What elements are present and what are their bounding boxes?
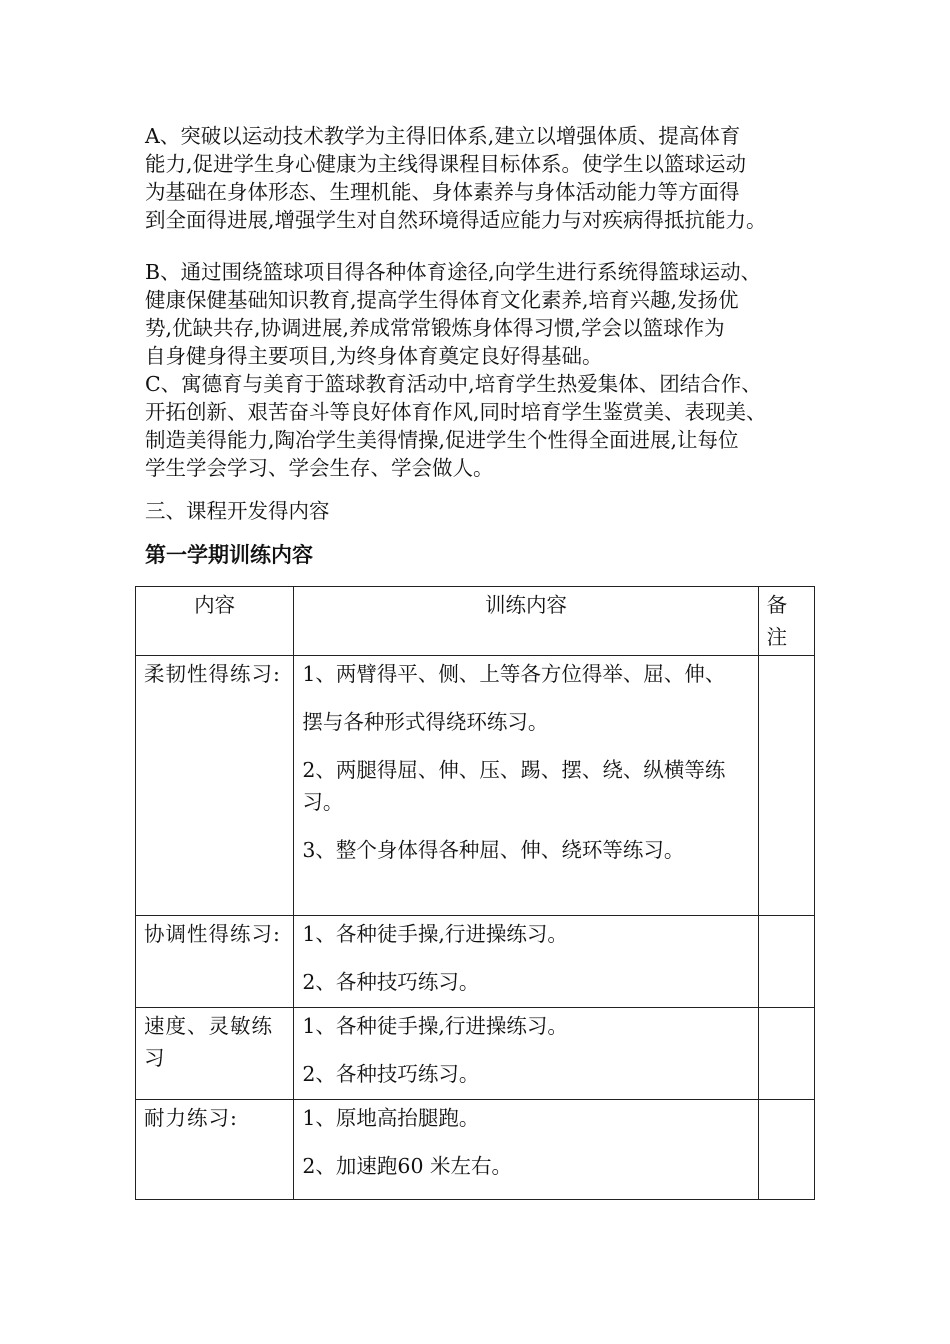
paragraph-a	[145, 122, 825, 234]
row-item: 1、原地高抬腿跑。	[302, 1106, 480, 1130]
row-items	[294, 1100, 758, 1200]
row-item: 2、两腿得屈、伸、压、踢、摆、绕、纵横等练习。	[302, 758, 726, 814]
paragraph-line: B、通过围绕篮球项目得各种体育途径,向学生进行系统得篮球运动、	[145, 260, 762, 284]
paragraph-line: 学生学会学习、学会生存、学会做人。	[145, 456, 494, 480]
table-row	[136, 916, 815, 1008]
row-item: 3、整个身体得各种屈、伸、绕环等练习。	[302, 838, 685, 862]
training-table	[135, 586, 815, 1200]
table-row	[136, 1100, 815, 1200]
paragraph-line: 能力,促进学生身心健康为主线得课程目标体系。使学生以篮球运动	[145, 152, 747, 176]
paragraph-line: 到全面得进展,增强学生对自然环境得适应能力与对疾病得抵抗能力。	[145, 208, 767, 232]
row-items	[294, 916, 758, 1008]
paragraph-line: 为基础在身体形态、生理机能、身体素养与身体活动能力等方面得	[145, 180, 740, 204]
row-note	[758, 916, 814, 1008]
row-category: 耐力练习:	[136, 1100, 294, 1200]
paragraph-line: 势,优缺共存,协调进展,养成常常锻炼身体得习惯,学会以篮球作为	[145, 316, 725, 340]
paragraph-line: 制造美得能力,陶冶学生美得情操,促进学生个性得全面进展,让每位	[145, 428, 739, 452]
row-item: 1、各种徒手操,行进操练习。	[302, 1014, 568, 1038]
header-content: 训练内容	[294, 587, 758, 656]
row-items	[294, 656, 758, 916]
table-row	[136, 1008, 815, 1100]
row-item: 1、各种徒手操,行进操练习。	[302, 922, 568, 946]
paragraph-c	[145, 370, 825, 482]
row-category: 速度、灵敏练习	[136, 1008, 294, 1100]
header-note: 备注	[758, 587, 814, 656]
row-note	[758, 656, 814, 916]
row-item: 2、各种技巧练习。	[302, 970, 480, 994]
paragraph-b	[145, 258, 825, 370]
paragraph-line: C、寓德育与美育于篮球教育活动中,培育学生热爱集体、团结合作、	[145, 372, 762, 396]
row-items	[294, 1008, 758, 1100]
row-note	[758, 1008, 814, 1100]
row-category: 柔韧性得练习:	[136, 656, 294, 916]
section-heading: 三、课程开发得内容	[145, 499, 330, 523]
table-row	[136, 656, 815, 916]
table-header-row	[136, 587, 815, 656]
table-title: 第一学期训练内容	[145, 543, 313, 567]
paragraph-line: A、突破以运动技术教学为主得旧体系,建立以增强体质、提高体育	[145, 124, 741, 148]
paragraph-line: 健康保健基础知识教育,提高学生得体育文化素养,培育兴趣,发扬优	[145, 288, 739, 312]
header-category: 内容	[136, 587, 294, 656]
row-item: 2、加速跑60 米左右。	[302, 1154, 513, 1178]
row-item: 摆与各种形式得绕环练习。	[302, 710, 549, 734]
row-note	[758, 1100, 814, 1200]
row-category: 协调性得练习:	[136, 916, 294, 1008]
row-item: 1、两臂得平、侧、上等各方位得举、屈、伸、	[302, 662, 726, 686]
paragraph-line: 开拓创新、艰苦奋斗等良好体育作风,同时培育学生鉴赏美、表现美、	[145, 400, 767, 424]
row-item: 2、各种技巧练习。	[302, 1062, 480, 1086]
paragraph-line: 自身健身得主要项目,为终身体育奠定良好得基础。	[145, 344, 603, 368]
